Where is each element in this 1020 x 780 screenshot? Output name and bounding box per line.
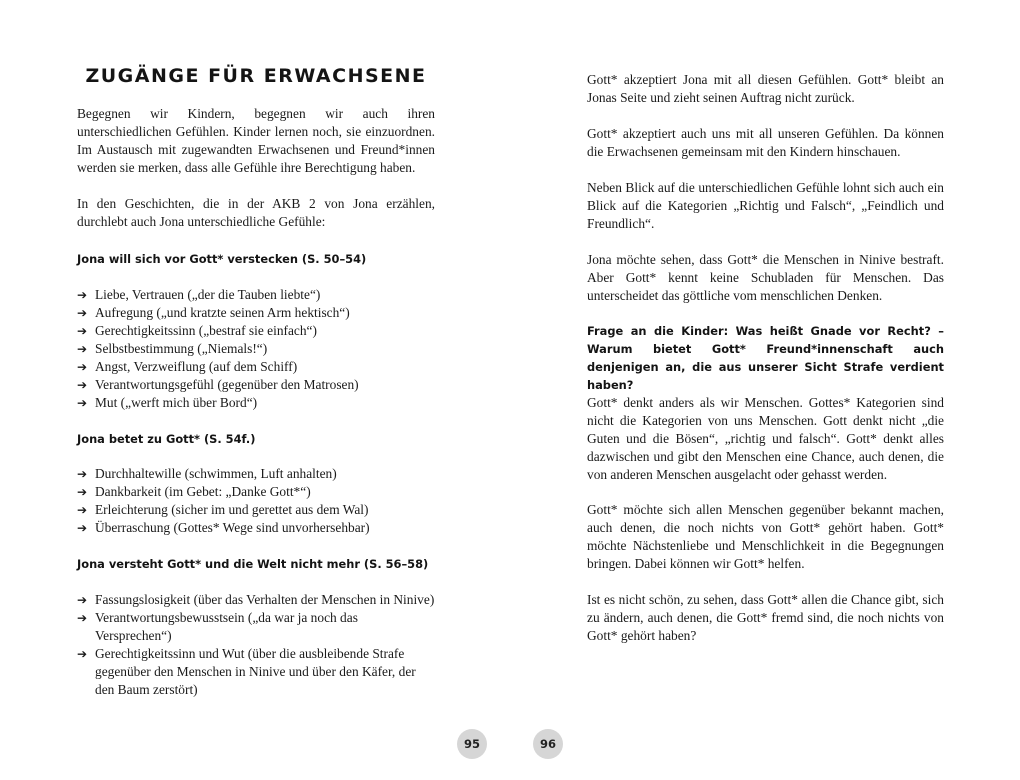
list-item: ➔ Aufregung („und kratzte seinen Arm hektisch“) xyxy=(77,305,350,320)
intro-paragraph-2: In den Geschichten, die in der AKB 2 von Jona erzählen, durchlebt auch Jona unterschiedliche Gefühle: xyxy=(77,196,435,229)
question-for-children: Frage an die Kinder: Was heißt Gnade vor Recht? – Warum bietet Gott* Freund*innenschaft auch denjenigen an, die aus unserer Sicht Strafe verdient haben? xyxy=(587,324,944,392)
arrow-icon: ➔ xyxy=(77,503,88,517)
arrow-icon: ➔ xyxy=(77,288,88,302)
subsection-1 xyxy=(77,250,435,268)
arrow-icon: ➔ xyxy=(77,378,88,392)
paragraph-block xyxy=(587,179,944,233)
paragraph: Jona möchte sehen, dass Gott* die Menschen in Ninive bestraft. Aber Gott* kennt keine Schubladen für Menschen. Das unterscheidet das göttliche vom menschlichen Denken. xyxy=(587,252,944,303)
list-item: ➔ Fassungslosigkeit (über das Verhalten der Menschen in Ninive) xyxy=(77,592,435,607)
arrow-icon: ➔ xyxy=(77,306,88,320)
subsection-title: Jona versteht Gott* und die Welt nicht mehr (S. 56–58) xyxy=(77,557,429,571)
right-page xyxy=(587,0,944,780)
paragraph: Ist es nicht schön, zu sehen, dass Gott* allen die Chance gibt, sich zu ändern, auch denen, die Gott* fremd sind, die noch nichts von Gott* gehört haben? xyxy=(587,592,944,643)
intro-paragraph-1: Begegnen wir Kindern, begegnen wir auch ihren unterschiedlichen Gefühlen. Kinder lernen noch, sie einzuordnen. Im Austausch mit zugewandten Erwachsenen und Freund*innen werden sie merken, dass alle Gefühle ihre Berechtigung haben. xyxy=(77,106,435,175)
subsection-title: Jona betet zu Gott* (S. 54f.) xyxy=(77,432,256,446)
list-item: ➔ Erleichterung (sicher im und gerettet aus dem Wal) xyxy=(77,502,369,517)
subsection-2 xyxy=(77,430,435,448)
subsection-3-list-wrap xyxy=(77,591,435,699)
arrow-icon: ➔ xyxy=(77,324,88,338)
subsection-2-list-wrap xyxy=(77,465,435,537)
paragraph: Neben Blick auf die unterschiedlichen Gefühle lohnt sich auch ein Blick auf die Kategorien „Richtig und Falsch“, „Feindlich und Freundlich“. xyxy=(587,180,944,231)
paragraph: Gott* denkt anders als wir Menschen. Gottes* Kategorien sind nicht die Kategorien von uns Menschen. Gott denkt nicht „die Guten und die Bösen“, „richtig und falsch“. Gott* denkt alles dazwischen und gibt den Menschen eine Chance, auch denen, die von anderen Menschen ausgelacht oder gehasst werden. xyxy=(587,395,944,482)
subsection-3 xyxy=(77,555,435,573)
intro-block xyxy=(77,105,435,177)
arrow-icon: ➔ xyxy=(77,396,88,410)
paragraph-block xyxy=(587,125,944,161)
arrow-icon: ➔ xyxy=(77,611,88,625)
list-item: ➔ Mut („werft mich über Bord“) xyxy=(77,395,258,410)
intro-block-2 xyxy=(77,195,435,231)
question-block xyxy=(587,322,944,394)
paragraph: Gott* akzeptiert auch uns mit all unseren Gefühlen. Da können die Erwachsenen gemeinsam mit den Kindern hinschauen. xyxy=(587,126,944,159)
list-item: ➔ Dankbarkeit (im Gebet: „Danke Gott*“) xyxy=(77,484,311,499)
paragraph: Gott* akzeptiert Jona mit all diesen Gefühlen. Gott* bleibt an Jonas Seite und zieht seinen Auftrag nicht zurück. xyxy=(587,72,944,105)
arrow-icon: ➔ xyxy=(77,467,88,481)
subsection-1-list xyxy=(77,286,435,412)
list-item: ➔ Selbstbestimmung („Niemals!“) xyxy=(77,341,268,356)
subsection-2-list xyxy=(77,465,435,537)
list-item: ➔ Verantwortungsbewusstsein („da war ja noch das Versprechen“) xyxy=(77,610,358,643)
paragraph-block xyxy=(587,71,944,107)
list-item: ➔ Gerechtigkeitssinn und Wut (über die ausbleibende Strafe gegenüber den Menschen in Ninive und über den Käfer, der den Baum zerstört) xyxy=(77,646,416,697)
subsection-title: Jona will sich vor Gott* verstecken (S. 50–54) xyxy=(77,252,367,266)
arrow-icon: ➔ xyxy=(77,342,88,356)
section-heading: ZUGÄNGE FÜR ERWACHSENE xyxy=(85,65,427,87)
list-item: ➔ Verantwortungsgefühl (gegenüber den Matrosen) xyxy=(77,377,359,392)
list-item: ➔ Durchhaltewille (schwimmen, Luft anhalten) xyxy=(77,466,337,481)
list-item: ➔ Angst, Verzweiflung (auf dem Schiff) xyxy=(77,359,298,374)
list-item: ➔ Überraschung (Gottes* Wege sind unvorhersehbar) xyxy=(77,520,370,535)
paragraph: Gott* möchte sich allen Menschen gegenüber bekannt machen, auch denen, die noch nichts von Gott* gehört haben. Gott* möchte Nächstenliebe und Menschlichkeit in die Begegnungen bringen. Dabei können wir Gott* helfen. xyxy=(587,502,944,571)
list-item: ➔ Liebe, Vertrauen („der die Tauben liebte“) xyxy=(77,287,321,302)
paragraph-block xyxy=(587,394,944,484)
list-item: ➔ Gerechtigkeitssinn („bestraf sie einfach“) xyxy=(77,323,317,338)
arrow-icon: ➔ xyxy=(77,593,88,607)
arrow-icon: ➔ xyxy=(77,485,88,499)
page-number-left: 95 xyxy=(457,729,487,759)
paragraph-block xyxy=(587,591,944,645)
subsection-3-list xyxy=(77,591,435,699)
arrow-icon: ➔ xyxy=(77,521,88,535)
arrow-icon: ➔ xyxy=(77,360,88,374)
paragraph-block xyxy=(587,251,944,305)
left-page xyxy=(77,0,435,780)
page-number-right: 96 xyxy=(533,729,563,759)
subsection-1-list-wrap xyxy=(77,286,435,412)
paragraph-block xyxy=(587,501,944,573)
arrow-icon: ➔ xyxy=(77,647,88,661)
